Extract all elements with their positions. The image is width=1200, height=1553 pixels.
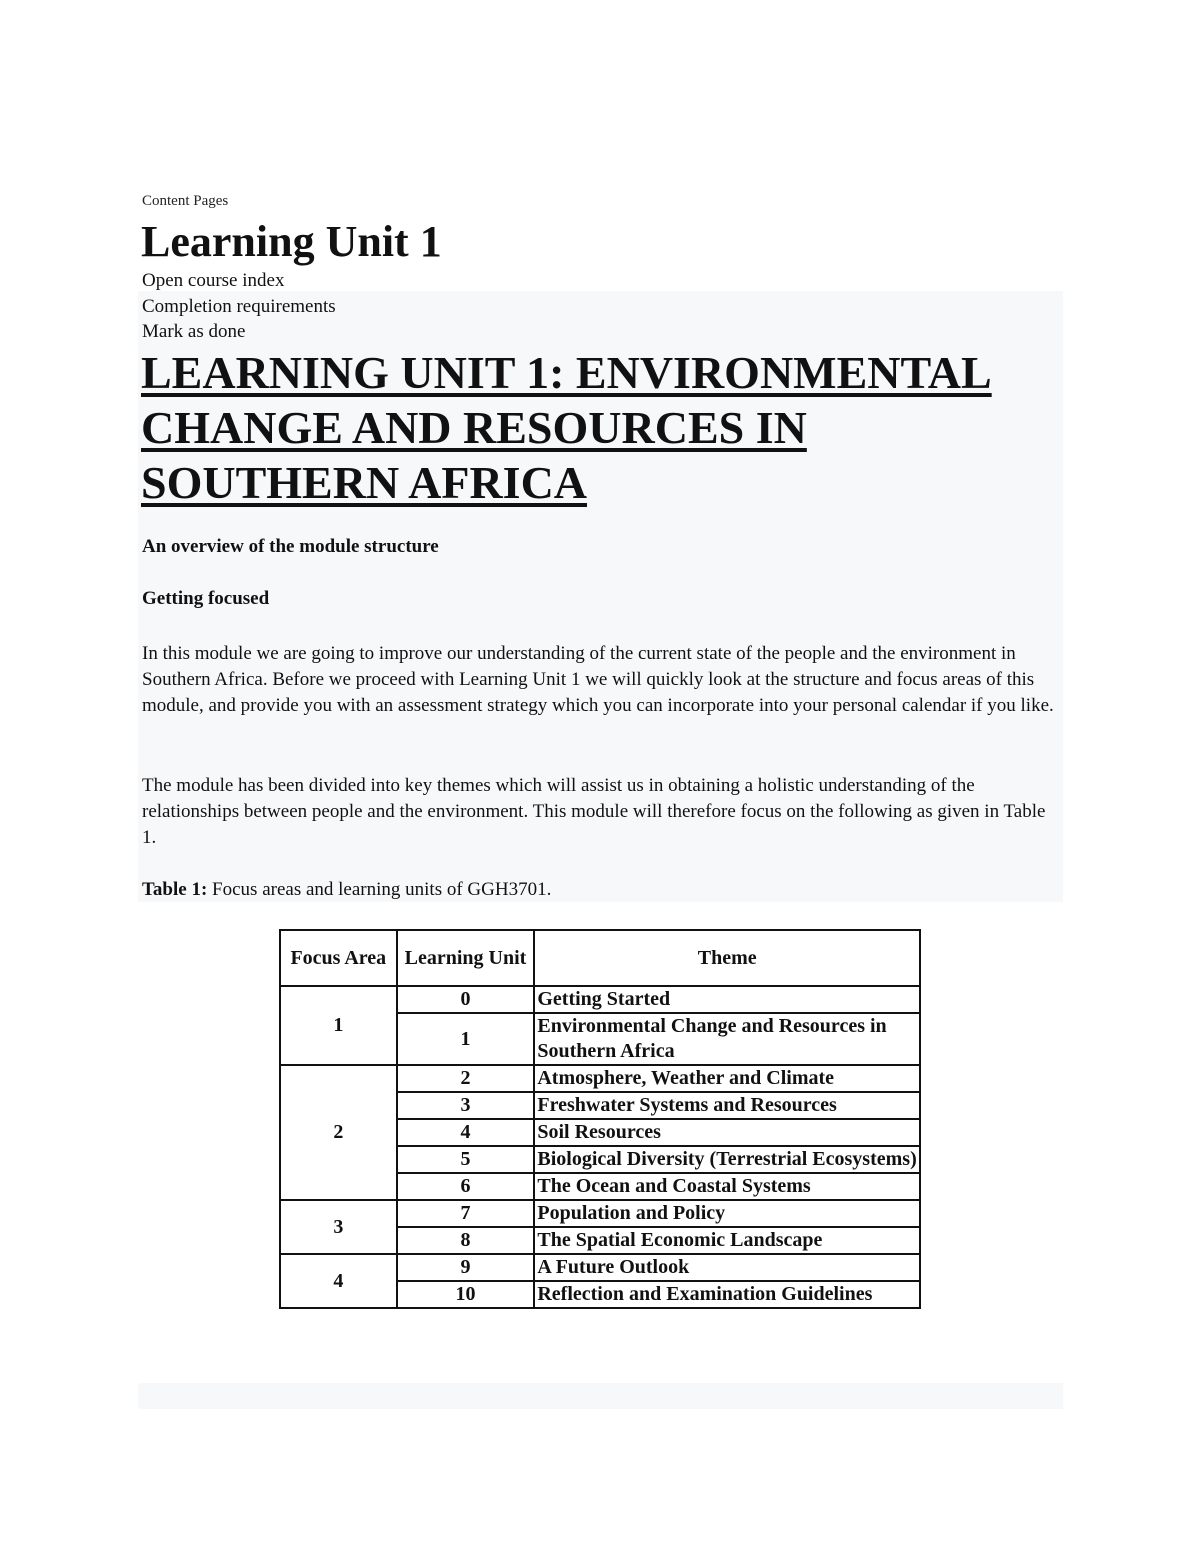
- learning-unit-cell: 10: [397, 1281, 535, 1308]
- table-caption: [142, 879, 551, 901]
- table-caption-text: Focus areas and learning units of GGH3701.: [207, 879, 552, 900]
- intro-paragraph: In this module we are going to improve our understanding of the current state of the people and the environment in Southern Africa. Before we proceed with Learning Unit 1 we will quickly look at the structure and focus areas of this module, and provide you with an assessment strategy which you can incorporate into your personal calendar if you like.: [142, 643, 1054, 716]
- learning-unit-cell: 5: [397, 1146, 535, 1173]
- learning-unit-cell: 9: [397, 1254, 535, 1281]
- table-row: [280, 986, 920, 1013]
- table-header-row: [280, 930, 920, 986]
- theme-cell: A Future Outlook: [534, 1254, 920, 1281]
- unit-heading: LEARNING UNIT 1: ENVIRONMENTAL CHANGE AND RESOURCES IN SOUTHERN AFRICA: [141, 347, 992, 508]
- focus-area-cell: 4: [280, 1254, 397, 1308]
- learning-unit-cell: 7: [397, 1200, 535, 1227]
- theme-cell: Environmental Change and Resources in Southern Africa: [534, 1013, 920, 1065]
- overview-heading: An overview of the module structure: [142, 536, 439, 557]
- theme-cell: Atmosphere, Weather and Climate: [534, 1065, 920, 1092]
- learning-unit-cell: 1: [397, 1013, 535, 1065]
- completion-requirements-link[interactable]: Completion requirements: [142, 295, 336, 317]
- theme-cell: The Ocean and Coastal Systems: [534, 1173, 920, 1200]
- theme-cell: The Spatial Economic Landscape: [534, 1227, 920, 1254]
- learning-unit-cell: 8: [397, 1227, 535, 1254]
- learning-unit-cell: 2: [397, 1065, 535, 1092]
- focus-area-cell: 3: [280, 1200, 397, 1254]
- open-course-index-link[interactable]: Open course index: [142, 270, 285, 291]
- table-row: [280, 1254, 920, 1281]
- header-focus-area: Focus Area: [280, 930, 397, 986]
- theme-cell: Population and Policy: [534, 1200, 920, 1227]
- table-caption-label: Table 1:: [142, 879, 208, 900]
- table-row: [280, 1065, 920, 1092]
- table-body: [280, 986, 920, 1308]
- content-panel-footer: [138, 1383, 1063, 1409]
- getting-focused-heading: Getting focused: [142, 588, 270, 609]
- activity-links: [142, 268, 336, 345]
- table-row: [280, 1200, 920, 1227]
- learning-unit-cell: 4: [397, 1119, 535, 1146]
- theme-cell: Soil Resources: [534, 1119, 920, 1146]
- focus-area-cell: 1: [280, 986, 397, 1065]
- header-learning-unit: Learning Unit: [397, 930, 535, 986]
- learning-unit-cell: 0: [397, 986, 535, 1013]
- focus-areas-table: [279, 929, 921, 1309]
- learning-unit-cell: 6: [397, 1173, 535, 1200]
- themes-paragraph: The module has been divided into key themes which will assist us in obtaining a holistic understanding of the relationships between people and the environment. This module will therefore focus on the following as given in Table 1.: [142, 775, 1046, 848]
- theme-cell: Biological Diversity (Terrestrial Ecosystems): [534, 1146, 920, 1173]
- breadcrumb[interactable]: Content Pages: [142, 193, 229, 209]
- theme-cell: Reflection and Examination Guidelines: [534, 1281, 920, 1308]
- mark-as-done-button[interactable]: Mark as done: [142, 321, 246, 342]
- learning-unit-cell: 3: [397, 1092, 535, 1119]
- focus-area-cell: 2: [280, 1065, 397, 1200]
- theme-cell: Getting Started: [534, 986, 920, 1013]
- page-title: Learning Unit 1: [141, 217, 442, 266]
- theme-cell: Freshwater Systems and Resources: [534, 1092, 920, 1119]
- header-theme: Theme: [534, 930, 920, 986]
